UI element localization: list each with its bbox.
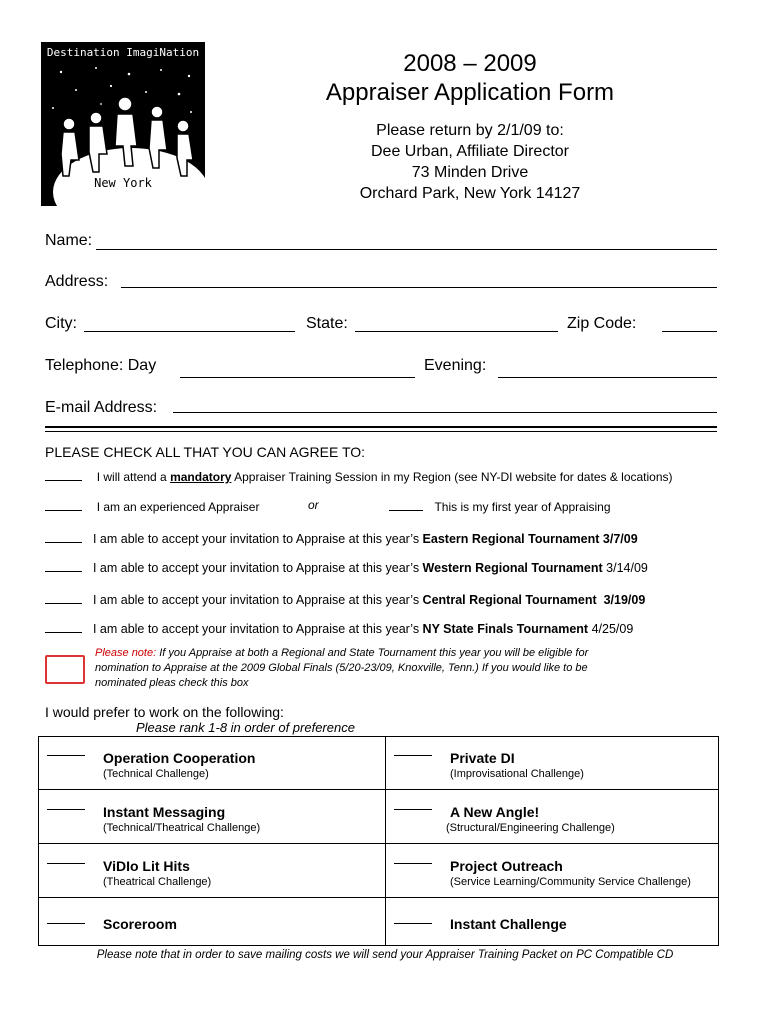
telephone-day-field[interactable] [180, 377, 415, 378]
name-field[interactable] [96, 249, 717, 250]
table-row-divider [39, 897, 718, 898]
tournament-state-finals [45, 620, 633, 636]
table-row-divider [39, 789, 718, 790]
email-label: E-mail Address: [45, 399, 158, 416]
tournament-western [45, 559, 648, 575]
name-label: Name: [45, 232, 93, 249]
table-column-divider [385, 737, 386, 945]
note-line-1: If you Appraise at both a Regional and State Tournament this year you will be eligible for [156, 647, 589, 659]
training-text-pre: I will attend a [96, 470, 171, 484]
challenge-name: Operation Cooperation [103, 750, 256, 766]
challenge-type: (Theatrical Challenge) [103, 876, 212, 888]
or-text: or [308, 498, 319, 512]
tournament-date: 4/25/09 [591, 622, 634, 636]
experienced-checkbox-blank[interactable] [45, 498, 82, 511]
address-field[interactable] [121, 287, 717, 288]
checklist-first-year [389, 498, 611, 514]
challenge-name: Project Outreach [450, 858, 563, 874]
destination-imagination-logo [41, 42, 205, 206]
rank-blank[interactable] [394, 863, 432, 864]
challenge-name: Scoreroom [103, 916, 177, 932]
challenge-type: (Technical/Theatrical Challenge) [103, 822, 261, 834]
footer-note: Please note that in order to save mailing costs we will send your Appraiser Training Packet on PC Compatible CD [96, 949, 674, 961]
preferences-instruction: Please rank 1-8 in order of preference [136, 720, 355, 735]
note-line-2: nomination to Appraise at the 2009 Global Finals (5/20-23/09, Knoxville, Tenn.) If you would like to be [95, 662, 588, 674]
form-title: Appraiser Application Form [325, 79, 615, 106]
contact-street: 73 Minden Drive [411, 164, 529, 181]
challenge-name: A New Angle! [450, 804, 540, 820]
state-finals-checkbox-blank[interactable] [45, 620, 82, 633]
email-field[interactable] [173, 412, 717, 413]
city-label: City: [45, 315, 77, 332]
western-checkbox-blank[interactable] [45, 559, 82, 572]
eastern-checkbox-blank[interactable] [45, 530, 82, 543]
contact-name: Dee Urban, Affiliate Director [370, 143, 569, 160]
tournament-date: 3/14/09 [606, 561, 648, 575]
note-line-3: nominated pleas check this box [95, 677, 249, 689]
checklist-heading: PLEASE CHECK ALL THAT YOU CAN AGREE TO: [45, 444, 366, 460]
invite-prefix: I am able to accept your invitation to Appraise at this year’s [92, 593, 423, 607]
return-by-text: Please return by 2/1/09 to: [376, 122, 564, 139]
training-text-post: Appraiser Training Session in my Region (see NY-DI website for dates & locations) [231, 470, 673, 484]
challenge-type: (Improvisational Challenge) [450, 768, 584, 780]
invite-prefix: I am able to accept your invitation to Appraise at this year’s [92, 561, 423, 575]
table-row-divider [39, 843, 718, 844]
first-year-checkbox-blank[interactable] [389, 498, 423, 511]
rank-blank[interactable] [47, 809, 85, 810]
challenge-type: (Technical Challenge) [103, 768, 209, 780]
invite-prefix: I am able to accept your invitation to Appraise at this year’s [92, 532, 423, 546]
challenge-name: Instant Challenge [450, 916, 567, 932]
telephone-day-label: Telephone: Day [45, 357, 157, 374]
telephone-evening-label: Evening: [424, 357, 487, 374]
checklist-experience [45, 498, 259, 514]
section-divider [45, 426, 717, 432]
state-field[interactable] [355, 331, 558, 332]
challenge-type: (Structural/Engineering Challenge) [446, 822, 615, 834]
preferences-heading: I would prefer to work on the following: [45, 704, 284, 720]
preferences-table [38, 736, 719, 946]
tournament-date: 3/19/09 [603, 593, 646, 607]
global-finals-note [95, 646, 715, 691]
first-year-text: This is my first year of Appraising [434, 500, 611, 514]
contact-city: Orchard Park, New York 14127 [359, 185, 581, 202]
rank-blank[interactable] [47, 923, 85, 924]
tournament-date: 3/7/09 [602, 532, 638, 546]
rank-blank[interactable] [47, 755, 85, 756]
invite-prefix: I am able to accept your invitation to Appraise at this year’s [92, 622, 423, 636]
zip-field[interactable] [662, 331, 717, 332]
address-label: Address: [45, 273, 109, 290]
logo-bottom-text: New York [94, 176, 152, 190]
experienced-text: I am an experienced Appraiser [96, 500, 260, 514]
global-finals-nomination-checkbox[interactable] [45, 655, 85, 684]
zip-label: Zip Code: [567, 315, 637, 332]
rank-blank[interactable] [47, 863, 85, 864]
state-label: State: [306, 315, 348, 332]
city-field[interactable] [84, 331, 295, 332]
tournament-name: NY State Finals Tournament [422, 622, 589, 636]
telephone-evening-field[interactable] [498, 377, 717, 378]
central-checkbox-blank[interactable] [45, 591, 82, 604]
note-label: Please note: [95, 647, 157, 659]
form-title-years: 2008 – 2009 [403, 50, 537, 77]
rank-blank[interactable] [394, 923, 432, 924]
challenge-type: (Service Learning/Community Service Challenge) [450, 876, 691, 888]
rank-blank[interactable] [394, 755, 432, 756]
challenge-name: ViDIo Lit Hits [103, 858, 190, 874]
challenge-name: Private DI [450, 750, 515, 766]
checklist-training [45, 468, 673, 484]
tournament-name: Eastern Regional Tournament [422, 532, 600, 546]
training-checkbox-blank[interactable] [45, 468, 82, 481]
training-mandatory: mandatory [170, 470, 232, 484]
tournament-central [45, 591, 645, 607]
tournament-eastern [45, 530, 638, 546]
logo-top-text: Destination ImagiNation [46, 46, 200, 59]
challenge-name: Instant Messaging [103, 804, 226, 820]
tournament-name: Western Regional Tournament [422, 561, 603, 575]
tournament-name: Central Regional Tournament [422, 593, 597, 607]
rank-blank[interactable] [394, 809, 432, 810]
